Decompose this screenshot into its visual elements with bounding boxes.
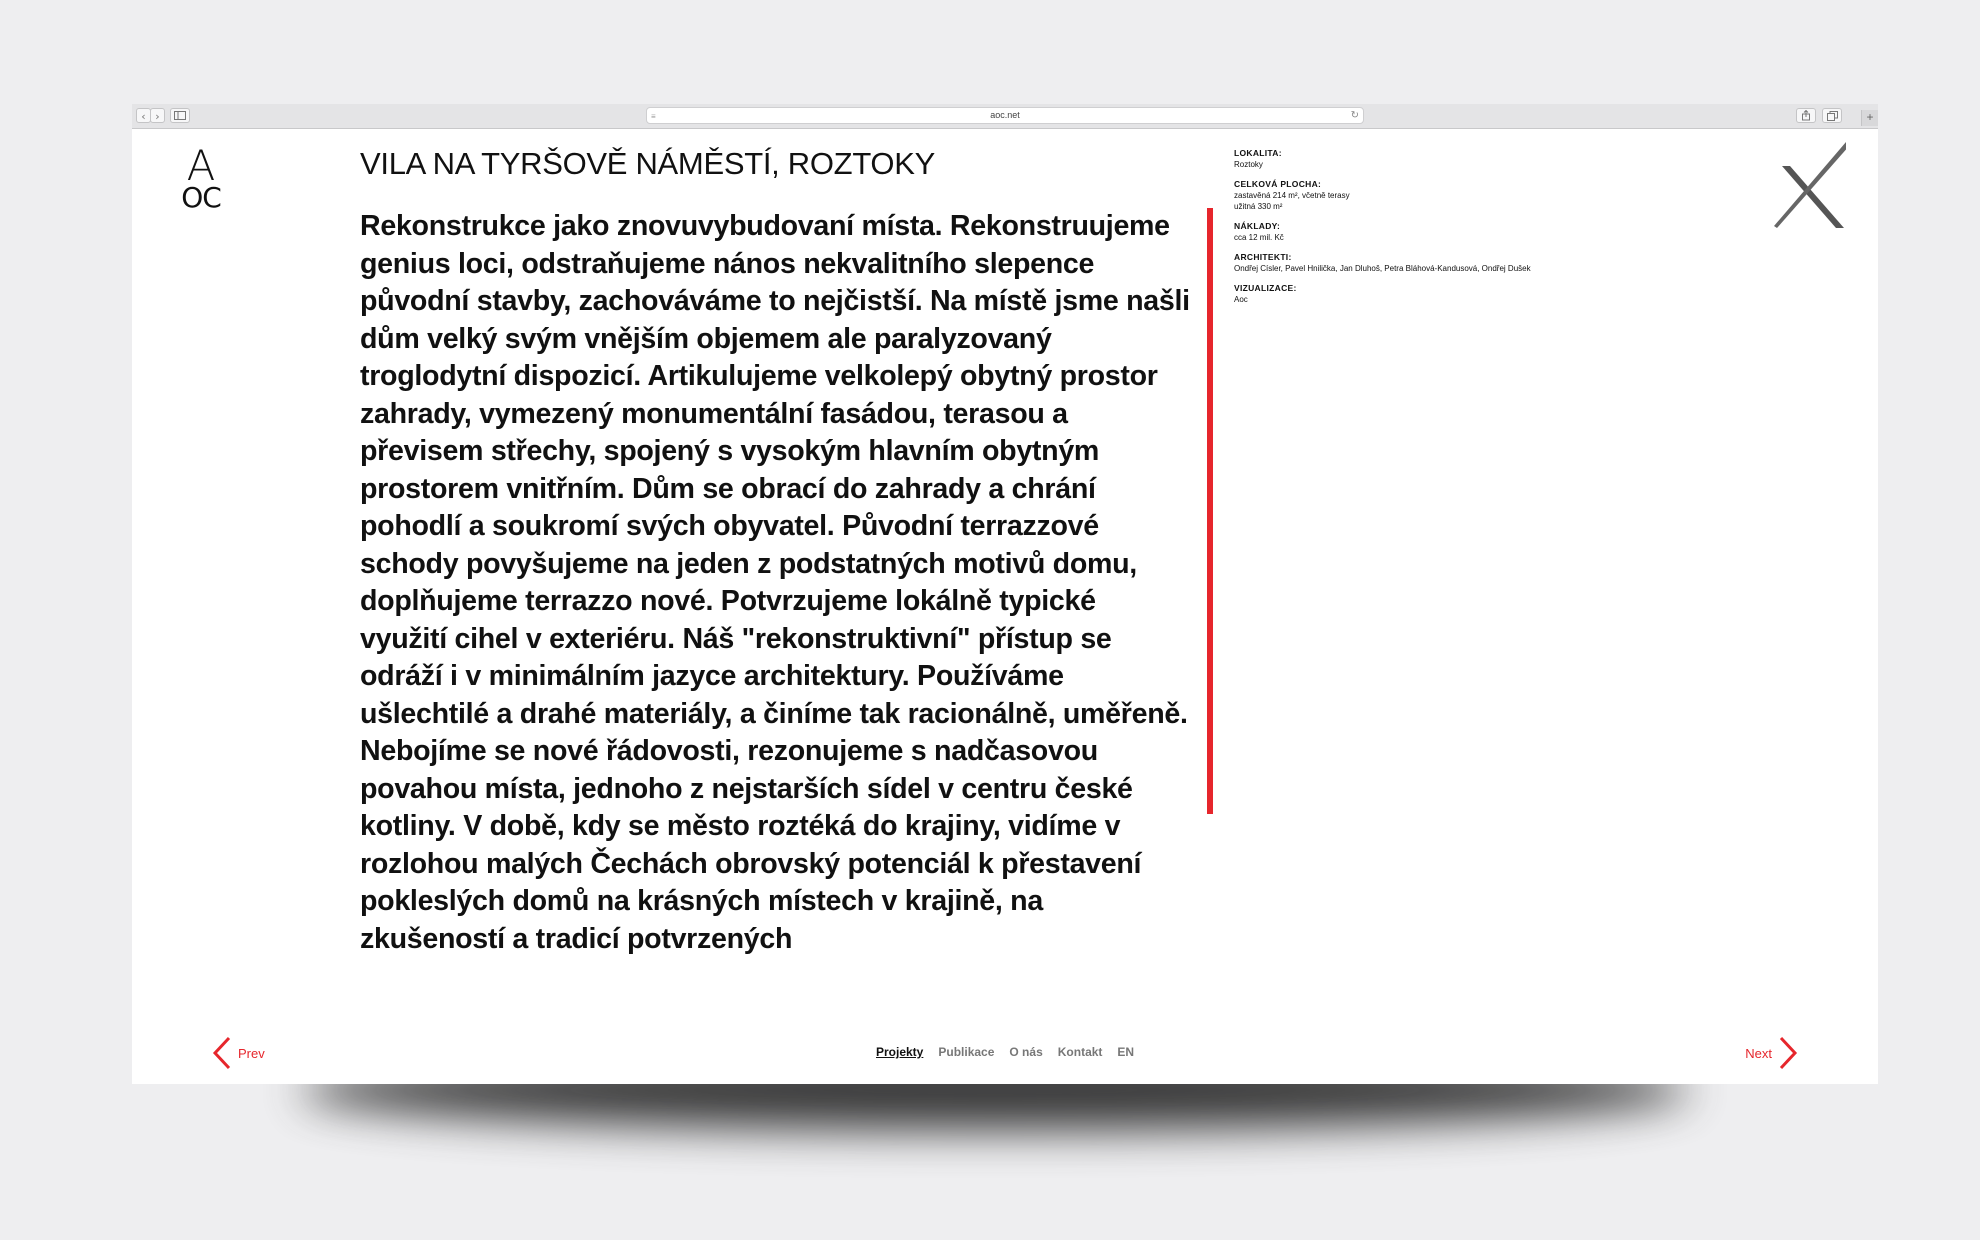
- scroll-indicator[interactable]: [1207, 208, 1213, 814]
- info-label: ARCHITEKTI:: [1234, 252, 1292, 262]
- close-icon[interactable]: [1774, 142, 1846, 228]
- page-title: VILA NA TYRŠOVĚ NÁMĚSTÍ, ROZTOKY: [360, 146, 935, 181]
- info-value: Aoc: [1234, 295, 1248, 304]
- info-value: užitná 330 m²: [1234, 202, 1283, 211]
- info-label: VIZUALIZACE:: [1234, 283, 1297, 293]
- tabs-icon: [1827, 111, 1838, 121]
- menu-item-kontakt[interactable]: Kontakt: [1057, 1045, 1103, 1059]
- next-label: Next: [1745, 1045, 1772, 1061]
- info-architekti: [1234, 252, 1654, 274]
- reader-icon[interactable]: ≡: [651, 112, 656, 121]
- menu-item-en[interactable]: EN: [1117, 1045, 1135, 1059]
- prev-link[interactable]: [212, 1036, 265, 1070]
- reload-icon[interactable]: ↻: [1350, 110, 1359, 121]
- info-label: NÁKLADY:: [1234, 221, 1281, 231]
- info-value: Roztoky: [1234, 160, 1263, 169]
- browser-window: [132, 104, 1878, 1084]
- chevron-left-icon: [212, 1036, 232, 1070]
- info-lokalita: [1234, 148, 1654, 170]
- url-text: aoc.net: [990, 110, 1020, 120]
- share-icon: [1801, 110, 1811, 121]
- browser-toolbar: [132, 104, 1878, 129]
- forward-button[interactable]: [150, 108, 165, 123]
- chevron-right-icon: [1778, 1036, 1798, 1070]
- project-info: [1234, 148, 1654, 314]
- info-label: CELKOVÁ PLOCHA:: [1234, 179, 1322, 189]
- aoc-logo[interactable]: [172, 141, 230, 214]
- next-link[interactable]: [1745, 1036, 1798, 1070]
- forward-icon: ›: [155, 110, 160, 123]
- prev-label: Prev: [238, 1045, 265, 1061]
- share-button[interactable]: [1796, 108, 1816, 123]
- info-label: LOKALITA:: [1234, 148, 1282, 158]
- info-value: Ondřej Císler, Pavel Hnilička, Jan Dluhoš, Petra Bláhová-Kandusová, Ondřej Dušek: [1234, 264, 1531, 273]
- menu-item-publikace[interactable]: Publikace: [938, 1045, 995, 1059]
- logo-letter-a: A: [186, 141, 216, 190]
- sidebar-toggle-button[interactable]: [170, 108, 190, 123]
- menu-item-o-nas[interactable]: O nás: [1009, 1045, 1043, 1059]
- tabs-button[interactable]: [1822, 108, 1842, 123]
- menu-item-projekty[interactable]: Projekty: [876, 1045, 924, 1059]
- address-bar[interactable]: [646, 107, 1364, 124]
- info-plocha: [1234, 179, 1654, 212]
- back-icon: ‹: [141, 110, 146, 123]
- back-button[interactable]: [136, 108, 151, 123]
- project-description: Rekonstrukce jako znovuvybudovaní místa. Rekonstruujeme genius loci, odstraňujeme nános nekvalitního slepence původní stavby, zachováváme to nejčistší. Na místě jsme našli dům velký svým vnějším objemem ale paralyzovaný troglodytní dispozicí. Artikulujeme velkolepý obytný prostor zahrady, vymezený monumentální fasádou, terasou a převisem střechy, spojený s vysokým hlavním obytným prostorem vnitřním. Dům se obrací do zahrady a chrání pohodlí a soukromí svých obyvatel. Původní terrazzové schody povyšujeme na jeden z podstatných motivů domu, doplňujeme terrazzo nové. Potvrzujeme lokálně typické využití cihel v exteriéru. Náš "rekonstruktivní" přístup se odráží i v minimálním jazyce architektury. Používáme ušlechtilé a drahé materiály, a činíme tak racionálně, uměřeně. Nebojíme se nové řádovosti, rezonujeme s nadčasovou povahou místa, jednoho z nejstarších sídel v centru české kotliny. V době, kdy se město roztéká do krajiny, vidíme v rozlohou malých Čechách obrovský potenciál k přestavení pokleslých domů na krásných místech v krajině, na zkušeností a tradicí potvrzených: [360, 210, 1190, 955]
- logo-letters-oc: OC: [181, 181, 221, 214]
- info-naklady: [1234, 221, 1654, 243]
- main-menu: [876, 1045, 1134, 1059]
- sidebar-icon: [174, 111, 186, 120]
- new-tab-button[interactable]: +: [1861, 110, 1878, 126]
- info-vizualizace: [1234, 283, 1654, 305]
- info-value: cca 12 mil. Kč: [1234, 233, 1284, 242]
- info-value: zastavěná 214 m², včetně terasy: [1234, 191, 1350, 200]
